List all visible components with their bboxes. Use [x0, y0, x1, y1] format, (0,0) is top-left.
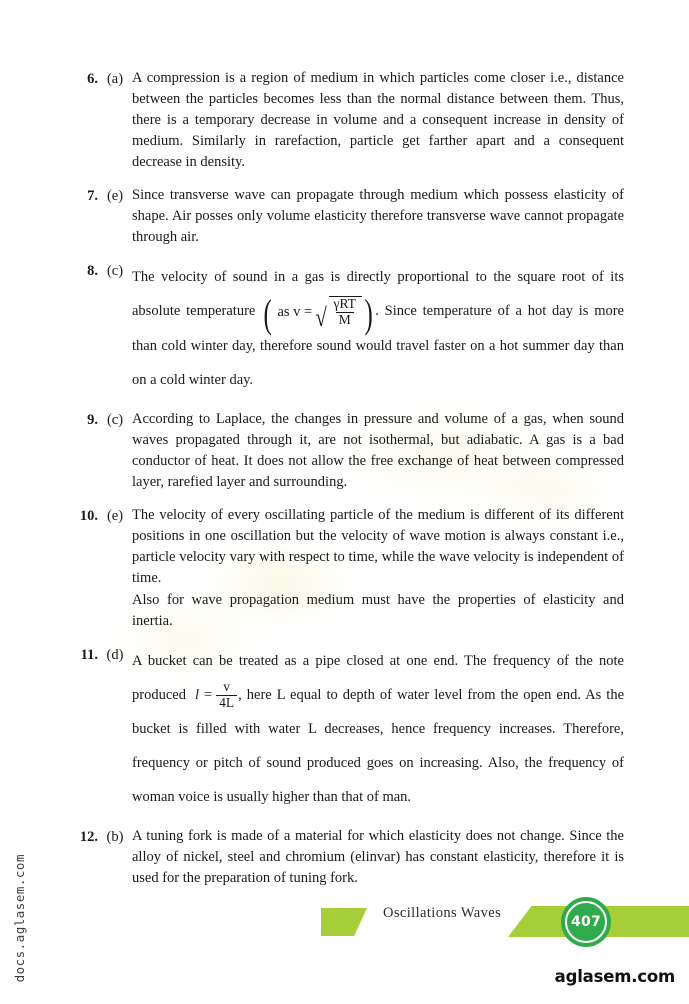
answer-option: (e): [106, 507, 124, 524]
formula-velocity-of-sound: ( as v = √ $\frac{\text{γRT}}{M}$ ): [263, 290, 373, 336]
answer-body: [132, 185, 624, 248]
answer-option: (b): [106, 829, 124, 846]
answers-list: [64, 68, 624, 901]
fraction-denominator: 4L: [216, 695, 237, 711]
formula-lead: as v =: [277, 303, 313, 320]
answer-option: (c): [106, 411, 124, 428]
fraction: [331, 297, 359, 327]
answer-item-11: [64, 644, 624, 815]
answer-option: (d): [106, 646, 124, 663]
answer-paragraph: A compression is a region of medium in which particles come closer i.e., distance between the particles becomes less than the normal distance between them. Thus, there is a temporary decrease in volume and a consequent increase in density of medium. Similarly in rarefaction, particle get farther apart and a consequent decrease in density.: [132, 70, 624, 170]
answer-paragraph: The velocity of every oscillating particle of the medium is different of its different positions in one oscillation but the velocity of wave motion is always constant i.e., particle velocity vary with respect to time, while the wave velocity is independent of time.: [132, 506, 624, 586]
answer-body: [132, 505, 624, 632]
answer-paragraph: According to Laplace, the changes in pressure and volume of a gas, when sound waves propagated through it, are not isothermal, but adiabatic. A gas is a bad conductor of heat. It does not allow the free exchange of heat between compressed layer, rarefied layer and surrounding.: [132, 410, 624, 490]
answer-number: 9.: [87, 411, 98, 428]
answer-item-9: [64, 409, 624, 493]
answer-number: 11.: [80, 646, 98, 663]
answer-item-6: [64, 68, 624, 173]
answer-item-7: [64, 185, 624, 248]
fraction-numerator: v: [223, 679, 231, 695]
radical-sign-icon: √: [315, 302, 328, 332]
answer-option: (a): [106, 71, 124, 87]
answer-number: 8.: [87, 263, 98, 279]
answer-body: [132, 644, 624, 815]
page-number-badge: [561, 897, 611, 947]
page-number-label: 407: [570, 914, 602, 930]
answer-paragraph: A tuning fork is made of a material for which elasticity does not change. Since the alloy of nickel, steel and chromium (elinvar) has constant elasticity, therefore it is used for the preparation of tuning fork.: [132, 828, 624, 887]
answer-item-10: [64, 505, 624, 632]
answer-text-after-formula: . Since temperature of a hot day is more than cold winter day, therefore sound would travel faster on a hot summer day than on a cold winter day.: [132, 303, 624, 388]
answer-paragraph: Also for wave propagation medium must have the properties of elasticity and inertia.: [132, 591, 624, 629]
answer-number: 10.: [79, 507, 98, 524]
answer-item-12: [64, 826, 624, 889]
radicand: [329, 296, 362, 327]
answer-number: 6.: [87, 71, 98, 87]
answer-text-before-formula: The velocity of sound in a gas is directly proportional to the square root of its absolute temperature: [132, 269, 624, 319]
square-root-group: [314, 296, 362, 332]
footer-accent-chip: [321, 908, 367, 936]
side-watermark-text: docs.aglasem.com: [12, 853, 27, 982]
brand-logo-text: aglasem.com: [554, 967, 675, 986]
fraction-denominator: M: [336, 312, 354, 328]
answer-option: (c): [106, 263, 124, 279]
answer-paragraph: Since transverse wave can propagate through medium which possess elasticity of shape. Air posses only volume elasticity therefore transverse wave cannot propagate through air.: [132, 187, 624, 245]
answer-body: [132, 409, 624, 493]
answer-item-8: [64, 260, 624, 397]
fraction: [216, 680, 237, 710]
answer-body: [132, 826, 624, 889]
answer-option: (e): [106, 188, 124, 204]
answer-number: 12.: [79, 829, 98, 846]
answer-text-after-formula: , here L equal to depth of water level from the open end. As the bucket is filled with water L decreases, hence frequency increases. Therefore, frequency or pitch of sound produced goes on increasing. Also, the frequency of woman voice is usually higher than that of man.: [132, 686, 625, 806]
answer-body: [132, 68, 624, 173]
answer-text-before-formula: A bucket can be treated as a pipe closed at one end. The frequency of the note produced: [132, 652, 624, 703]
answer-number: 7.: [87, 188, 98, 204]
footer-chapter-title: Oscillations Waves: [383, 905, 502, 921]
formula-frequency-note: [191, 678, 238, 712]
formula-variable: l: [194, 687, 199, 704]
fraction-numerator: γRT: [333, 296, 356, 312]
formula-equals-sign: =: [203, 687, 213, 704]
answer-body: [132, 260, 624, 397]
